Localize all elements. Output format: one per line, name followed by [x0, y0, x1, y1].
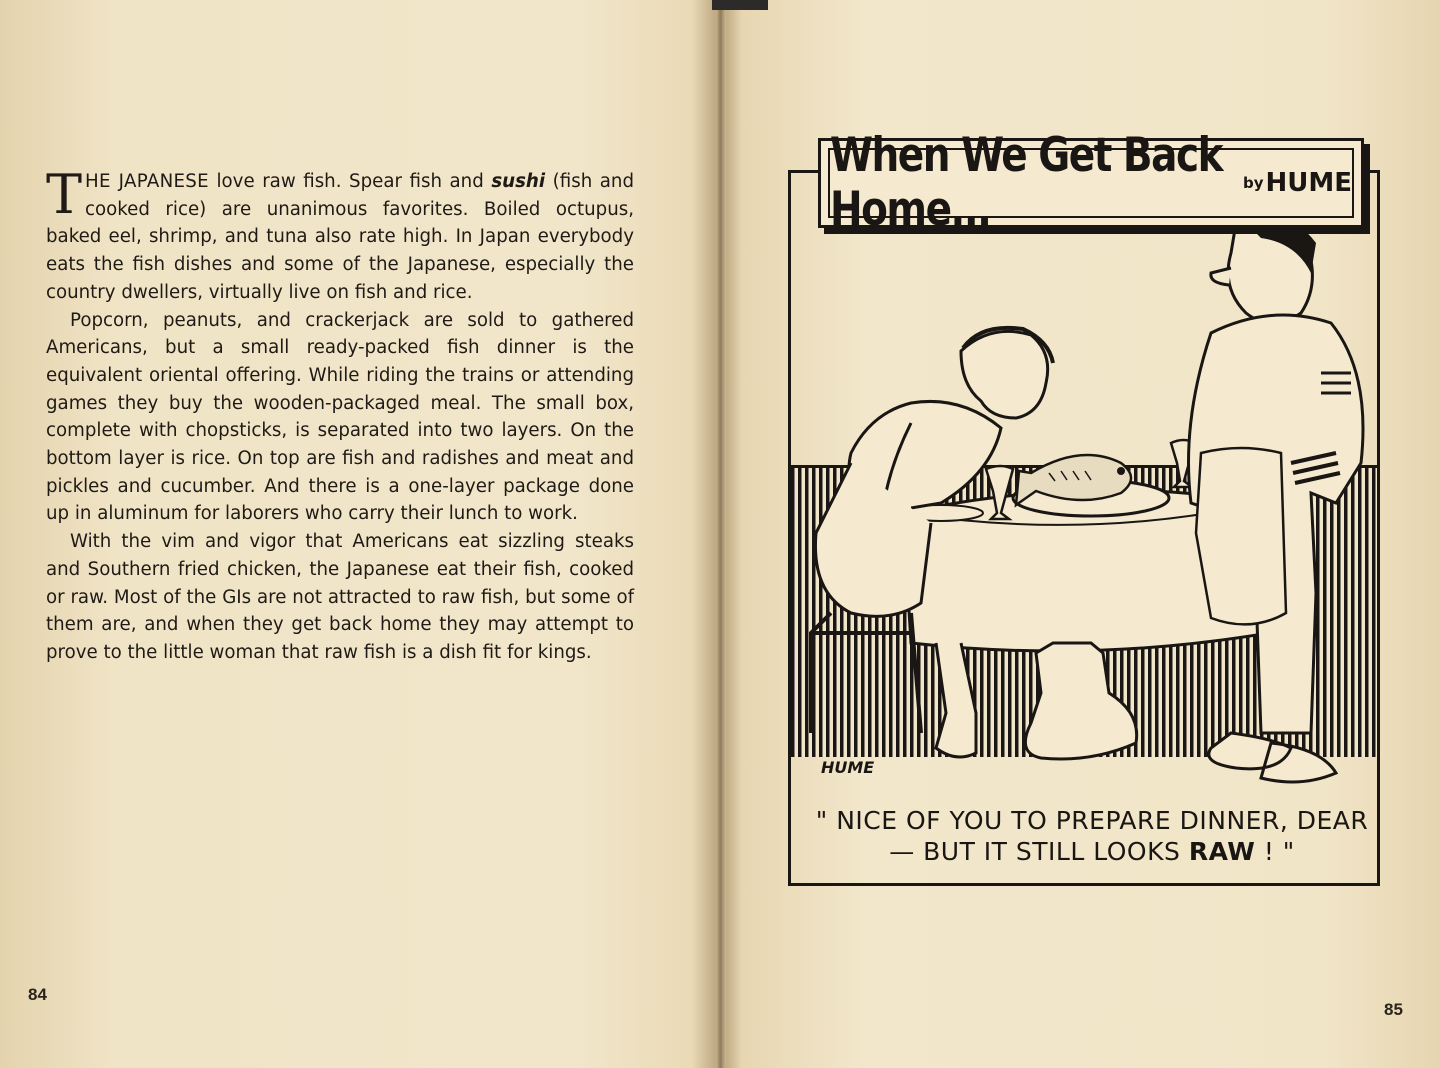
sushi-term: sushi	[491, 171, 546, 192]
artist-signature: HUME	[821, 758, 875, 777]
title-by: by	[1242, 174, 1264, 192]
cartoon-title	[830, 129, 1243, 237]
right-page	[722, 0, 1440, 1068]
paragraph-1-text-b: (fish and cooked rice) are unanimous favorites. Boiled octupus, baked eel, shrimp, and tuna also rate high. In Japan everybody eats the fish dishes and some of the Japanese, especially the country dwellers, virtually live on fish and rice.	[46, 171, 635, 303]
drop-cap: T	[46, 163, 83, 226]
left-page	[0, 0, 718, 1068]
cartoon-illustration	[791, 173, 1377, 793]
cartoon-title-text: When We Get Back Home	[830, 129, 1223, 237]
caption-line-2-start: — BUT IT STILL LOOKS	[889, 837, 1189, 866]
caption-line-1: " NICE OF YOU TO PREPARE DINNER, DEAR	[815, 806, 1369, 835]
caption-line-2	[812, 836, 1372, 867]
caption-line-2-end: ! "	[1255, 837, 1295, 866]
paragraph-2: Popcorn, peanuts, and crackerjack are sold to gathered Americans, but a small ready-packed fish dinner is the equivalent oriental offering. While riding the trains or attending games they buy the wooden-packaged meal. The small box, complete with chopsticks, is separated into two layers. On the bottom layer is rice. On top are fish and radishes and meat and pickles and cucumber. And there is a one-layer package done up in aluminum for laborers who carry their lunch to work.	[46, 309, 634, 525]
paragraph-1	[46, 163, 635, 307]
intro-caps: HE JAPANESE	[85, 171, 209, 192]
cartoon-caption	[812, 805, 1372, 867]
article-text	[46, 163, 635, 667]
fish-platter	[1013, 455, 1169, 516]
artist-name: HUME	[1265, 168, 1352, 198]
paragraph-1-text-a: love raw fish. Spear fish and	[208, 171, 492, 192]
paragraph-3: With the vim and vigor that Americans eat sizzling steaks and Southern fried chicken, the Japanese eat their fish, cooked or raw. Most of the GIs are not attracted to raw fish, but some of them are, and when they get back home they may attempt to prove to the little woman that raw fish is a dish fit for kings.	[46, 531, 634, 663]
page-number-right: 85	[1384, 1000, 1403, 1019]
cartoon-title-box	[818, 129, 1364, 237]
title-ellipsis: ...	[950, 183, 991, 237]
page-number-left: 84	[28, 985, 47, 1004]
caption-raw: RAW	[1188, 837, 1256, 866]
title-inner-border	[828, 129, 1354, 237]
